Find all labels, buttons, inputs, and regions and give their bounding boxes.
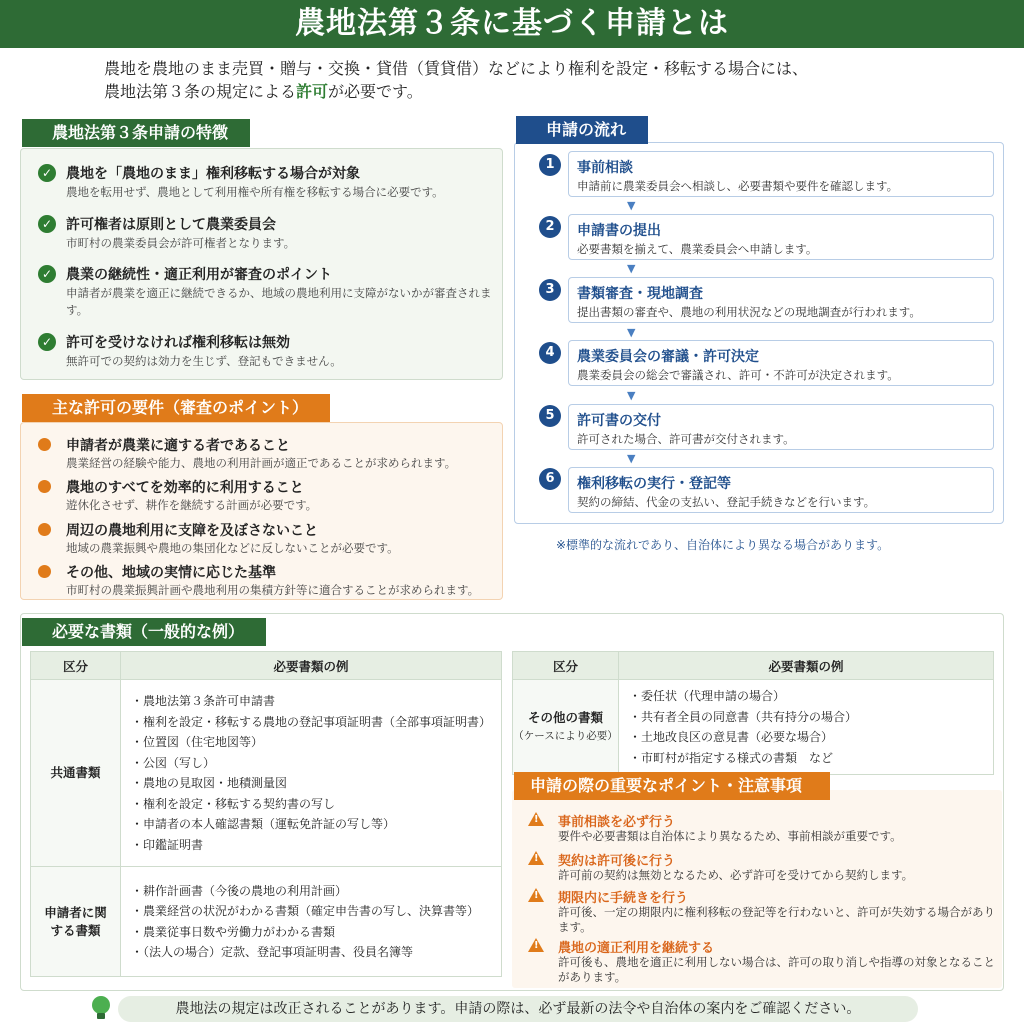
lightbulb-base-icon [97, 1013, 105, 1019]
intro-line-2 [104, 80, 984, 103]
flow-note: ※標準的な流れであり、自治体により異なる場合があります。 [556, 538, 890, 552]
requirement-desc: 地域の農業振興や農地の集団化などに反しないことが必要です。 [66, 541, 399, 555]
category-other-label: その他の書類 [527, 710, 603, 725]
features-header: 農地法第３条申請の特徴 [22, 119, 250, 147]
bullet-icon [38, 565, 51, 578]
step-number: 6 [539, 468, 561, 490]
feature-title: 農業の継続性・適正利用が審査のポイント [66, 267, 332, 283]
bullet-icon [38, 523, 51, 536]
point-desc: 許可前の契約は無効となるため、必ず許可を受けてから契約します。 [558, 868, 914, 882]
warning-icon: ! [528, 938, 544, 952]
intro-line-1: 農地を農地のまま売買・贈与・交換・貸借（賃貸借）などにより権利を設定・移転する場合には、 [104, 59, 809, 78]
list-item: ・共有者全員の同意書（共有持分の場合） [629, 709, 858, 724]
category-applicant-line1: 申請者に関 [44, 904, 107, 920]
intro-line-2-after: が必要です。 [328, 82, 423, 101]
list-item: ・農業経営の状況がわかる書類（確定申告書の写し、決算書等） [130, 904, 479, 918]
down-arrow-icon: ▼ [627, 326, 636, 339]
step-title: 権利移転の実行・登記等 [577, 476, 731, 492]
point-title: 期限内に手続きを行う [558, 891, 689, 906]
list-item: ・（法人の場合）定款、登記事項証明書、役員名簿等 [130, 945, 413, 959]
category-applicant-line2: する書類 [50, 922, 101, 938]
step-number: 1 [539, 154, 561, 176]
lightbulb-icon [92, 996, 110, 1014]
point-title: 事前相談を必ず行う [558, 815, 676, 830]
list-item: ・権利を設定・移転する農地の登記事項証明書（全部事項証明書） [130, 714, 491, 729]
list-item: ・農地法第３条許可申請書 [130, 694, 275, 708]
list-item: ・耕作計画書（今後の農地の利用計画） [130, 883, 347, 898]
requirement-title: 農地のすべてを効率的に利用すること [66, 480, 304, 496]
intro-text [104, 57, 984, 103]
step-title: 許可書の交付 [577, 413, 661, 429]
flow-step [568, 467, 994, 513]
step-desc: 提出書類の審査や、農地の利用状況などの現地調査が行われます。 [577, 305, 921, 319]
list-item: ・権利を設定・移転する契約書の写し [130, 796, 335, 811]
down-arrow-icon: ▼ [627, 262, 636, 275]
step-desc: 農業委員会の総会で審議され、許可・不許可が決定されます。 [577, 368, 899, 382]
down-arrow-icon: ▼ [627, 452, 636, 465]
flow-step [568, 277, 994, 323]
list-item: ・土地改良区の意見書（必要な場合） [629, 730, 834, 744]
feature-desc: 農地を転用せず、農地として利用権や所有権を移転する場合に必要です。 [66, 185, 444, 199]
table-header-row [513, 652, 994, 680]
step-desc: 申請前に農業委員会へ相談し、必要書類や要件を確認します。 [577, 179, 899, 193]
point-desc: 許可後、一定の期限内に権利移転の登記等を行わないと、許可が失効する場合があります。 [558, 905, 995, 934]
items-common [120, 680, 501, 867]
feature-title: 許可権者は原則として農業委員会 [66, 217, 276, 233]
flow-step [568, 151, 994, 197]
check-icon: ✓ [38, 215, 56, 233]
point-title: 契約は許可後に行う [558, 854, 676, 869]
list-item: ・位置図（住宅地図等） [130, 735, 263, 749]
point-title: 農地の適正利用を継続する [558, 941, 715, 956]
category-applicant [31, 867, 121, 977]
down-arrow-icon: ▼ [627, 389, 636, 402]
warning-icon: ! [528, 812, 544, 826]
category-other-sub: （ケースにより必要） [513, 730, 618, 742]
point-desc: 許可後も、農地を適正に利用しない場合は、許可の取り消しや指導の対象となることがあります。 [558, 955, 995, 984]
step-number: 5 [539, 405, 561, 427]
list-item: ・農地の見取図・地積測量図 [130, 776, 287, 790]
step-number: 2 [539, 216, 561, 238]
category-other [513, 680, 619, 775]
list-item: ・公図（写し） [130, 755, 215, 770]
list-item: ・農業従事日数や労働力がわかる書類 [130, 924, 335, 939]
step-title: 書類審査・現地調査 [577, 286, 703, 302]
table-row [31, 680, 502, 867]
category-common: 共通書類 [31, 680, 121, 867]
step-title: 事前相談 [577, 160, 633, 176]
list-item: ・委任状（代理申請の場合） [629, 689, 786, 703]
requirement-desc: 市町村の農業振興計画や農地利用の集積方針等に適合することが求められます。 [66, 583, 480, 597]
requirements-header: 主な許可の要件（審査のポイント） [22, 394, 330, 422]
flow-step [568, 340, 994, 386]
requirement-desc: 農業経営の経験や能力、農地の利用計画が適正であることが求められます。 [66, 456, 457, 470]
column-header-category: 区分 [31, 652, 121, 680]
requirement-desc: 遊休化させず、耕作を継続する計画が必要です。 [66, 498, 318, 512]
warning-icon: ! [528, 851, 544, 865]
bullet-icon [38, 480, 51, 493]
intro-highlight: 許可 [296, 82, 329, 101]
list-item: ・申請者の本人確認書類（運転免許証の写し等） [130, 817, 395, 831]
bullet-icon [38, 438, 51, 451]
flow-step [568, 404, 994, 450]
documents-table-left [30, 651, 502, 977]
intro-line-2-before: 農地法第３条の規定による [104, 82, 297, 101]
step-desc: 必要書類を揃えて、農業委員会へ申請します。 [577, 242, 818, 256]
list-item: ・市町村が指定する様式の書類 など [629, 750, 834, 765]
step-number: 3 [539, 279, 561, 301]
documents-table-right [512, 651, 994, 775]
items-other [619, 680, 994, 775]
feature-desc: 無許可での契約は効力を生じず、登記もできません。 [66, 354, 342, 368]
warning-icon: ! [528, 888, 544, 902]
requirement-title: その他、地域の実情に応じた基準 [66, 565, 276, 581]
column-header-items: 必要書類の例 [120, 652, 501, 680]
feature-desc: 申請者が農業を適正に継続できるか、地域の農地利用に支障がないかが審査されます。 [66, 286, 492, 317]
points-header: 申請の際の重要なポイント・注意事項 [514, 772, 830, 800]
page-title: 農地法第３条に基づく申請とは [0, 0, 1024, 48]
list-item: ・印鑑証明書 [130, 837, 203, 852]
feature-title: 農地を「農地のまま」権利移転する場合が対象 [66, 166, 360, 182]
requirement-title: 周辺の農地利用に支障を及ぼさないこと [66, 523, 318, 539]
column-header-items: 必要書類の例 [619, 652, 994, 680]
flow-header: 申請の流れ [516, 116, 648, 144]
step-title: 農業委員会の審議・許可決定 [577, 349, 759, 365]
step-title: 申請書の提出 [577, 223, 661, 239]
feature-desc: 市町村の農業委員会が許可権者となります。 [66, 236, 296, 250]
step-number: 4 [539, 342, 561, 364]
table-row [31, 867, 502, 977]
step-desc: 許可された場合、許可書が交付されます。 [577, 432, 795, 446]
table-row [513, 680, 994, 775]
documents-header: 必要な書類（一般的な例） [22, 618, 266, 646]
check-icon: ✓ [38, 164, 56, 182]
feature-title: 許可を受けなければ権利移転は無効 [66, 335, 290, 351]
step-desc: 契約の締結、代金の支払い、登記手続きなどを行います。 [577, 495, 876, 509]
requirement-title: 申請者が農業に適する者であること [66, 438, 290, 454]
column-header-category: 区分 [513, 652, 619, 680]
table-header-row [31, 652, 502, 680]
items-applicant [120, 867, 501, 977]
flow-step [568, 214, 994, 260]
check-icon: ✓ [38, 265, 56, 283]
footer-note: 農地法の規定は改正されることがあります。申請の際は、必ず最新の法令や自治体の案内をご確認ください。 [118, 996, 918, 1022]
point-desc: 要件や必要書類は自治体により異なるため、事前相談が重要です。 [558, 829, 902, 843]
check-icon: ✓ [38, 333, 56, 351]
down-arrow-icon: ▼ [627, 199, 636, 212]
